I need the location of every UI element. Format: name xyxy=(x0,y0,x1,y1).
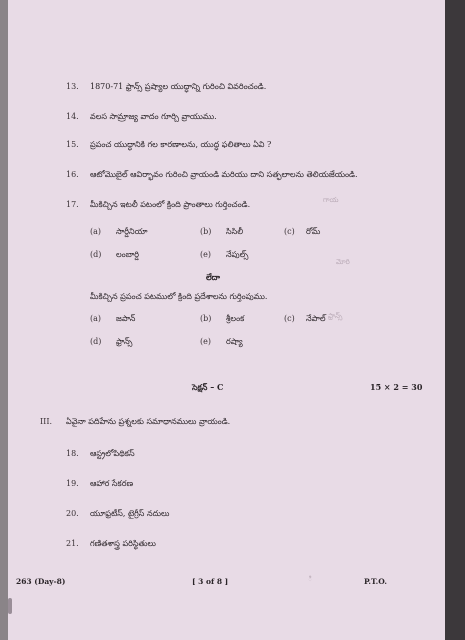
bleed-through-mark: గాయ xyxy=(323,196,339,204)
pto-label: P.T.O. xyxy=(364,577,387,586)
question-text: వలస సామ్రాజ్య వాదం గూర్చి వ్రాయుము. xyxy=(90,112,217,121)
part-instruction: ఏవైనా పదిహేను ప్రశ్నలకు సమాధానములు వ్రాయండి. xyxy=(66,417,231,426)
option-text: ఫ్రాన్స్ xyxy=(116,337,133,346)
exam-page xyxy=(8,0,445,640)
question-number: 21. xyxy=(66,539,79,548)
option-text: సిసిలీ xyxy=(226,227,244,236)
option-label: (c) xyxy=(284,227,295,236)
option-label: (a) xyxy=(90,314,102,323)
question-number: 20. xyxy=(66,509,79,518)
question-text: మీకిచ్చిన ఇటలీ పటంలో క్రింది ప్రాంతాలు గుర్తించండి. xyxy=(90,200,251,209)
question-text: గణితశాస్త్ర పరిస్థితులు xyxy=(90,539,156,548)
question-number: 15. xyxy=(66,140,79,149)
question-text: ఆస్ట్రలోపిథికస్ xyxy=(90,449,135,458)
question-number: 18. xyxy=(66,449,79,458)
option-label: (d) xyxy=(90,250,102,259)
option-text: శ్రీలంక xyxy=(226,314,245,323)
paper-code: 263 (Day-8) xyxy=(16,577,66,586)
question-number: 14. xyxy=(66,112,79,121)
option-label: (b) xyxy=(200,314,212,323)
option-text: రోమ్ xyxy=(306,227,321,236)
option-label: (a) xyxy=(90,227,102,236)
question-number: 17. xyxy=(66,200,79,209)
scan-shadow xyxy=(0,0,8,640)
section-title: సెక్షన్ – C xyxy=(192,382,224,392)
option-text: నేపుల్స్ xyxy=(226,250,249,259)
question-text: ప్రపంచ యుద్ధానికి గల కారణాలను, యుద్ధ ఫలితాలు ఏవి ? xyxy=(90,140,272,149)
section-marks: 15 × 2 = 30 xyxy=(370,382,423,392)
question-text: యూఫ్రటీస్, టైగ్రీస్ నదులు xyxy=(90,509,170,518)
question-text: ఆటోమొబైల్ ఆవిర్భావం గురించి వ్రాయండి మరియు దాని సత్ఫలాలను తెలియజేయండి. xyxy=(90,170,358,179)
bleed-through-mark: ఫ్రాన్స్ xyxy=(328,312,343,320)
option-text: జపాన్ xyxy=(116,314,136,323)
option-text: రష్యా xyxy=(226,337,243,346)
option-label: (e) xyxy=(200,250,211,259)
or-label: లేదా xyxy=(206,272,220,282)
option-label: (b) xyxy=(200,227,212,236)
question-text: 1870-71 ఫ్రాన్స్ ప్రష్యాల యుద్ధాన్ని గురించి వివరించండి. xyxy=(90,82,267,91)
scan-edge xyxy=(445,0,465,640)
option-text: సార్డీనియా xyxy=(116,227,148,236)
question-number: 13. xyxy=(66,82,79,91)
question-number: 16. xyxy=(66,170,79,179)
bleed-through-mark: ి xyxy=(308,575,313,583)
option-label: (e) xyxy=(200,337,211,346)
option-label: (d) xyxy=(90,337,102,346)
question-text: ఆహార సేకరణ xyxy=(90,479,134,488)
question-number: 19. xyxy=(66,479,79,488)
part-number: III. xyxy=(40,417,53,426)
option-label: (c) xyxy=(284,314,295,323)
option-text: లంబార్డి xyxy=(116,250,140,259)
punch-mark xyxy=(8,598,12,614)
world-map-instruction: మీకిచ్చిన ప్రపంచ పటములో క్రింది ప్రదేశాలను గుర్తింపుము. xyxy=(90,292,268,301)
option-text: నేపాల్ xyxy=(306,314,326,323)
page-number: [ 3 of 8 ] xyxy=(192,577,229,586)
bleed-through-mark: మోరి xyxy=(336,258,350,266)
